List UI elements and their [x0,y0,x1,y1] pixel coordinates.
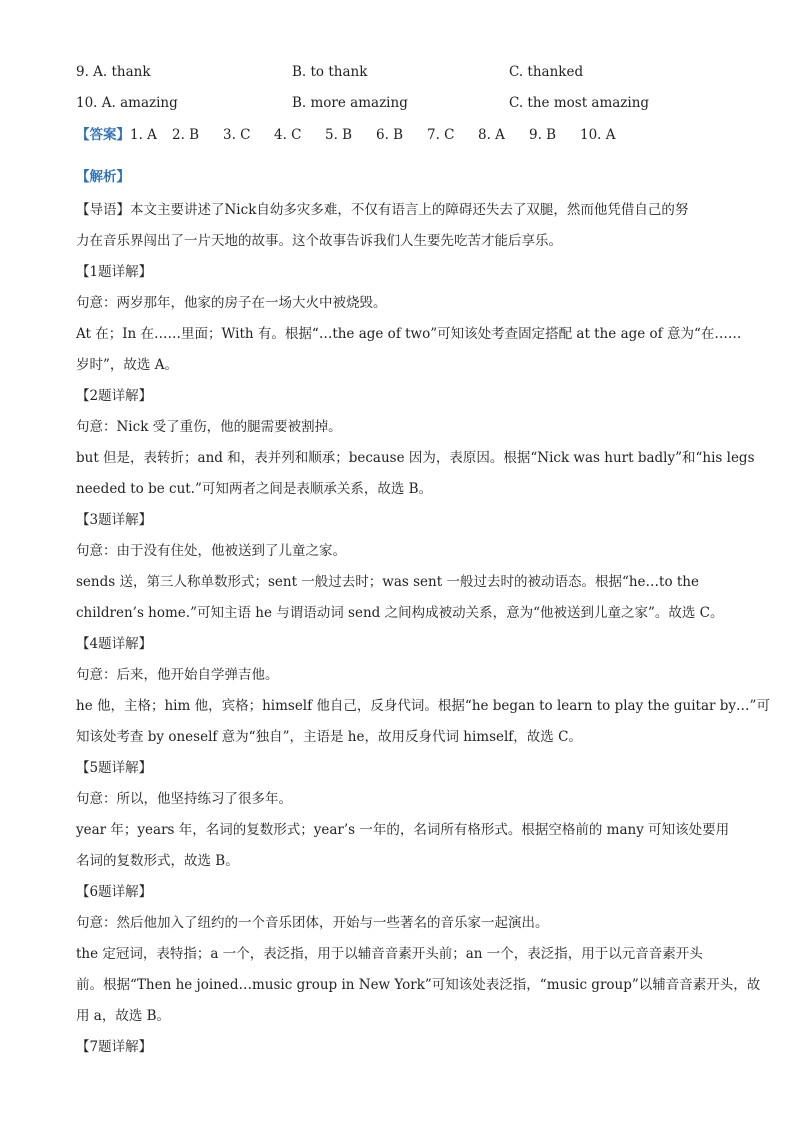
text-line: he 他，主格；him 他，宾格；himself 他自己，反身代词。根据“he began to learn to play the guitar by…”可 [76,698,770,714]
text-line: 句意：两岁那年，他家的房子在一场大火中被烧毁。 [76,295,387,311]
answer-item: 2. B [172,127,200,143]
section-heading: 【3题详解】 [76,512,153,528]
section-heading: 【7题详解】 [76,1039,153,1055]
answer-item: 8. A [478,127,505,143]
text-line: 句意：由于没有住处，他被送到了儿童之家。 [76,543,346,559]
option-9-c: C. thanked [509,64,584,80]
option-9-b: B. to thank [292,64,368,80]
text-line: 句意：后来，他开始自学弹吉他。 [76,667,279,683]
answer-item: 5. B [325,127,353,143]
option-10-c: C. the most amazing [509,95,650,111]
option-10-a: 10. A. amazing [76,95,178,111]
text-line: 句意：所以，他坚持练习了很多年。 [76,791,292,807]
text-line: 【导语】本文主要讲述了Nick自幼多灾多难，不仅有语言上的障碍还失去了双腿，然而他凭借自己的努 [76,202,689,218]
answer-label: 【答案】 [76,127,130,143]
section-heading: 【2题详解】 [76,388,153,404]
text-line: 用 a，故选 B。 [76,1008,171,1024]
answer-item: 6. B [376,127,404,143]
answer-item: 4. C [274,127,302,143]
text-line: sends 送，第三人称单数形式；sent 一般过去时；was sent 一般过去时的被动语态。根据“he…to the [76,574,699,590]
answer-item: 10. A [580,127,616,143]
answer-item: 7. C [427,127,455,143]
section-heading: 【1题详解】 [76,264,153,280]
option-9-a: 9. A. thank [76,64,151,80]
text-line: needed to be cut.”可知两者之间是表顺承关系，故选 B。 [76,481,433,497]
text-line: 力在音乐界闯出了一片天地的故事。这个故事告诉我们人生要先吃苦才能后享乐。 [76,233,562,249]
text-line: 句意：Nick 受了重伤，他的腿需要被割掉。 [76,419,342,435]
section-heading: 【4题详解】 [76,636,153,652]
text-line: but 但是，表转折；and 和，表并列和顺承；because 因为，表原因。根据“Nick was hurt badly”和“his legs [76,450,755,466]
section-heading: 【6题详解】 [76,884,153,900]
text-line: the 定冠词，表特指；a 一个，表泛指，用于以辅音音素开头前；an 一个，表泛指，用于以元音音素开头 [76,946,703,962]
option-10-b: B. more amazing [292,95,408,111]
text-line: 名词的复数形式，故选 B。 [76,853,239,869]
analysis-label: 【解析】 [76,169,130,185]
section-heading: 【5题详解】 [76,760,153,776]
text-line: year 年；years 年，名词的复数形式；year’s 一年的，名词所有格形式。根据空格前的 many 可知该处要用 [76,822,730,838]
text-line: children’s home.”可知主语 he 与谓语动词 send 之间构成被动关系，意为“他被送到儿童之家”。故选 C。 [76,605,724,621]
answer-item: 1. A [130,127,157,143]
text-line: At 在；In 在……里面；With 有。根据“…the age of two”可知该处考查固定搭配 at the age of 意为“在…… [76,326,742,342]
text-line: 前。根据“Then he joined…music group in New York”可知该处表泛指，“music group”以辅音音素开头，故 [76,977,761,993]
text-line: 岁时”，故选 A。 [76,357,178,373]
text-line: 知该处考查 by oneself 意为“独自”，主语是 he，故用反身代词 himself，故选 C。 [76,729,582,745]
text-line: 句意：然后他加入了纽约的一个音乐团体，开始与一些著名的音乐家一起演出。 [76,915,549,931]
answer-line [76,125,616,145]
answer-item: 3. C [223,127,251,143]
answer-item: 9. B [529,127,557,143]
